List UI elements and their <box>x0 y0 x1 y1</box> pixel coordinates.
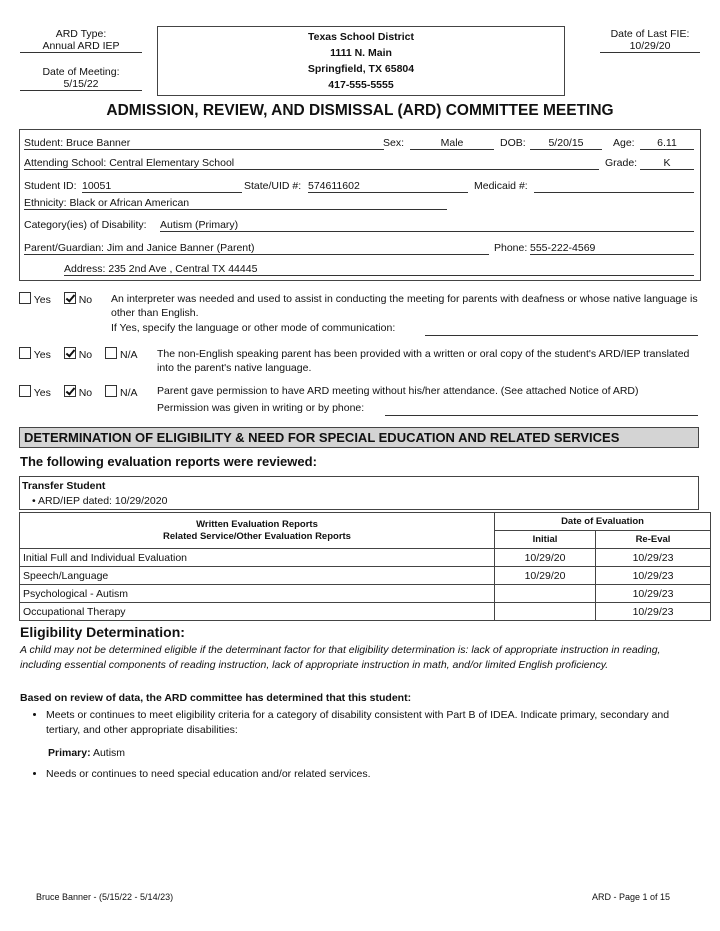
student-info-box <box>19 129 701 281</box>
initial-header: Initial <box>495 531 596 549</box>
footer-page-number: ARD - Page 1 of 15 <box>592 892 671 902</box>
footer-left: Bruce Banner - (5/15/22 - 5/14/23) <box>36 892 174 902</box>
transfer-item-text: ARD/IEP dated: 10/29/2020 <box>38 495 168 507</box>
determination-heading: Eligibility Determination: <box>20 624 185 640</box>
initial-date <box>495 603 596 621</box>
last-fie <box>600 28 700 53</box>
category-value: Autism (Primary) <box>160 219 694 232</box>
q2-options <box>19 347 138 361</box>
sex-value: Male <box>410 137 494 150</box>
phone-label: Phone: <box>494 242 528 254</box>
transfer-box <box>19 476 699 510</box>
q2-yes-checkbox[interactable] <box>19 347 31 359</box>
grade-value: K <box>640 157 694 170</box>
transfer-item: • ARD/IEP dated: 10/29/2020 <box>32 495 168 507</box>
age-value: 6.11 <box>640 137 694 150</box>
initial-date: 10/29/20 <box>495 549 596 567</box>
q3-na-checkbox[interactable] <box>105 385 117 397</box>
grade-label: Grade: <box>605 157 638 169</box>
table-row <box>20 567 711 585</box>
q3-sub-label: Permission was given in writing or by phone: <box>157 402 365 414</box>
last-fie-value: 10/29/20 <box>600 40 700 53</box>
student-id-label: Student ID: <box>24 180 77 192</box>
attending-school: Attending School: Central Elementary School <box>24 157 599 170</box>
q1-no-checkbox[interactable] <box>64 292 76 304</box>
q3-options <box>19 385 138 399</box>
reeval-date: 10/29/23 <box>596 585 711 603</box>
q1-yes-label: Yes <box>33 294 51 306</box>
district-name: Texas School District <box>307 31 414 43</box>
meeting-date-label: Date of Meeting: <box>42 66 120 78</box>
state-uid-label: State/UID #: <box>244 180 302 192</box>
q1-options <box>19 292 92 306</box>
dob-label: DOB: <box>500 137 526 149</box>
reeval-date: 10/29/23 <box>596 549 711 567</box>
reeval-header: Re-Eval <box>596 531 711 549</box>
table-row <box>20 549 711 567</box>
district-box <box>157 26 565 96</box>
category-label: Category(ies) of Disability: <box>24 219 147 231</box>
q1-text: An interpreter was needed and used to assist in conducting the meeting for parents with deafness or whose native language is other than English. <box>111 293 698 319</box>
medicaid-value <box>534 180 694 193</box>
q2-yes-label: Yes <box>33 349 51 361</box>
q3-yes-label: Yes <box>33 387 51 399</box>
determination-note: A child may not be determined eligible if the determinant factor for that eligibility determination is: lack of appropriate instruction in reading, including essential components of reading instruction, lack of appropriate instruction in math, and/or limited English proficiency. <box>20 644 661 671</box>
section-heading: DETERMINATION OF ELIGIBILITY & NEED FOR SPECIAL EDUCATION AND RELATED SERVICES <box>19 427 699 448</box>
primary-value: Autism <box>92 747 126 759</box>
based-on-text: Based on review of data, the ARD committee has determined that this student: <box>20 692 412 704</box>
page-title: ADMISSION, REVIEW, AND DISMISSAL (ARD) COMMITTEE MEETING <box>106 102 614 119</box>
sex-label: Sex: <box>383 137 405 149</box>
reeval-date: 10/29/23 <box>596 603 711 621</box>
q3-no-checkbox[interactable] <box>64 385 76 397</box>
q3-no-label: No <box>78 387 93 399</box>
reports-heading: The following evaluation reports were reviewed: <box>20 454 317 469</box>
primary-disability <box>48 746 692 761</box>
district-city: Springfield, TX 65804 <box>307 63 415 75</box>
reports-header-line2: Related Service/Other Evaluation Reports <box>163 530 351 542</box>
ard-type-value: Annual ARD IEP <box>20 40 142 53</box>
q2-na-checkbox[interactable] <box>105 347 117 359</box>
report-name: Speech/Language <box>20 567 495 585</box>
bullet-needs: • Needs or continues to need special education and/or related services. <box>46 767 692 782</box>
report-name: Occupational Therapy <box>20 603 495 621</box>
initial-date: 10/29/20 <box>495 567 596 585</box>
ard-type-label: ARD Type: <box>55 28 107 40</box>
q1-no-label: No <box>78 294 93 306</box>
report-name: Psychological - Autism <box>20 585 495 603</box>
reports-column-header <box>20 513 495 549</box>
age-label: Age: <box>613 137 635 149</box>
student-id-value: 10051 <box>82 180 242 193</box>
meeting-date <box>20 66 142 91</box>
q3-text: Parent gave permission to have ARD meeting without his/her attendance. (See attached Notice of ARD) <box>157 385 639 397</box>
q1-sub-field[interactable] <box>425 322 698 336</box>
q2-no-checkbox[interactable] <box>64 347 76 359</box>
student-name: Student: Bruce Banner <box>24 137 384 150</box>
primary-label: Primary: <box>48 747 91 759</box>
table-row <box>20 585 711 603</box>
district-street: 1111 N. Main <box>330 47 392 59</box>
date-of-evaluation-header: Date of Evaluation <box>495 513 711 531</box>
parent-guardian: Parent/Guardian: Jim and Janice Banner (Parent) <box>24 242 489 255</box>
last-fie-label: Date of Last FIE: <box>610 28 690 40</box>
evaluations-table <box>19 512 711 621</box>
q2-no-label: No <box>78 349 93 361</box>
ard-type <box>20 28 142 53</box>
meeting-date-value: 5/15/22 <box>20 78 142 91</box>
table-row <box>20 603 711 621</box>
q3-na-label: N/A <box>120 387 138 399</box>
phone-value: 555-222-4569 <box>530 242 694 255</box>
q1-yes-checkbox[interactable] <box>19 292 31 304</box>
q1-sub-label: If Yes, specify the language or other mode of communication: <box>111 322 396 334</box>
dob-value: 5/20/15 <box>530 137 602 150</box>
reports-header-line1: Written Evaluation Reports <box>196 518 318 530</box>
determination-list <box>20 708 692 784</box>
transfer-title: Transfer Student <box>22 480 106 492</box>
reeval-date: 10/29/23 <box>596 567 711 585</box>
q2-text: The non-English speaking parent has been provided with a written or oral copy of the student's ARD/IEP translated into the parent's native language. <box>157 348 690 374</box>
q3-sub-field[interactable] <box>385 402 698 416</box>
district-phone: 417-555-5555 <box>328 79 394 91</box>
q2-na-label: N/A <box>120 349 138 361</box>
ethnicity: Ethnicity: Black or African American <box>24 197 447 210</box>
initial-date <box>495 585 596 603</box>
medicaid-label: Medicaid #: <box>474 180 528 192</box>
report-name: Initial Full and Individual Evaluation <box>20 549 495 567</box>
bullet-eligibility: • Meets or continues to meet eligibility criteria for a category of disability consistent with Part B of IDEA. Indicate primary, secondary and tertiary, and other appropriate disabilities: <box>46 708 692 738</box>
state-uid-value: 574611602 <box>308 180 468 193</box>
q3-yes-checkbox[interactable] <box>19 385 31 397</box>
address: Address: 235 2nd Ave , Central TX 44445 <box>64 263 694 276</box>
